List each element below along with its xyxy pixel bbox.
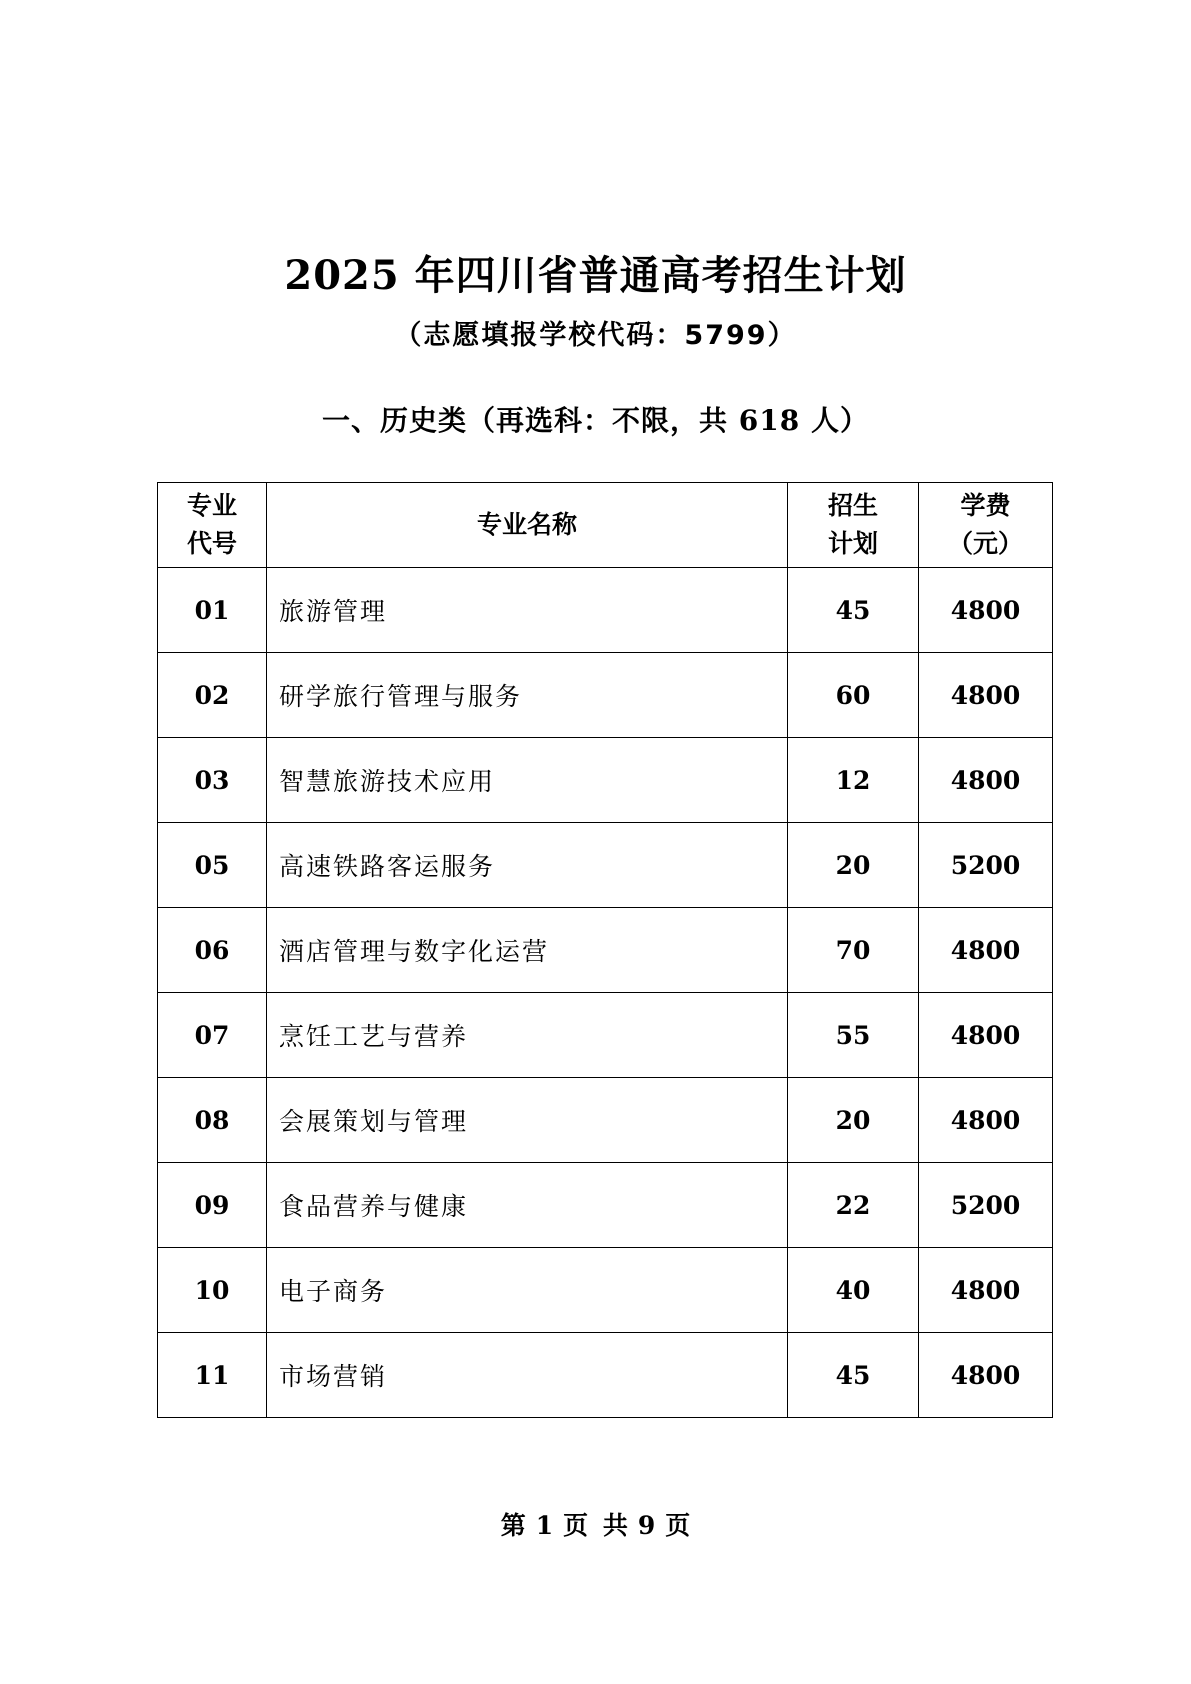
major-code: 09 [158, 1163, 267, 1248]
major-name: 旅游管理 [267, 568, 788, 653]
table-row [158, 1248, 1053, 1333]
total-pages-number: 9 [637, 1511, 656, 1540]
major-code: 02 [158, 653, 267, 738]
major-name: 酒店管理与数字化运营 [267, 908, 788, 993]
tuition-fee: 4800 [919, 908, 1053, 993]
enrollment-plan: 40 [788, 1248, 919, 1333]
major-name: 智慧旅游技术应用 [267, 738, 788, 823]
header-enrollment-plan [788, 483, 919, 568]
tuition-fee: 4800 [919, 1078, 1053, 1163]
tuition-fee: 4800 [919, 653, 1053, 738]
enrollment-plan: 60 [788, 653, 919, 738]
table-row [158, 653, 1053, 738]
tuition-fee: 4800 [919, 1248, 1053, 1333]
page-label-suffix: 页 [665, 1511, 691, 1540]
major-name: 研学旅行管理与服务 [267, 653, 788, 738]
major-code: 03 [158, 738, 267, 823]
enrollment-plan: 20 [788, 1078, 919, 1163]
page-label-mid: 页 共 [563, 1511, 628, 1540]
major-code: 01 [158, 568, 267, 653]
table-row [158, 1333, 1053, 1418]
header-major-code-line2: 代号 [186, 529, 237, 558]
page-title: 2025 年四川省普通高考招生计划 [284, 252, 907, 299]
current-page-number: 1 [535, 1511, 554, 1540]
header-tuition [919, 483, 1053, 568]
major-name: 食品营养与健康 [267, 1163, 788, 1248]
tuition-fee: 4800 [919, 738, 1053, 823]
major-code: 07 [158, 993, 267, 1078]
enrollment-plan: 70 [788, 908, 919, 993]
tuition-fee: 4800 [919, 568, 1053, 653]
major-name: 电子商务 [267, 1248, 788, 1333]
major-name: 会展策划与管理 [267, 1078, 788, 1163]
major-code: 05 [158, 823, 267, 908]
major-name: 高速铁路客运服务 [267, 823, 788, 908]
tuition-fee: 4800 [919, 993, 1053, 1078]
tuition-fee: 4800 [919, 1333, 1053, 1418]
header-enrollment-plan-line1: 招生 [827, 491, 878, 520]
header-tuition-line2: （元） [947, 529, 1023, 558]
header-major-code [158, 483, 267, 568]
header-major-name: 专业名称 [267, 483, 788, 568]
enrollment-plan: 22 [788, 1163, 919, 1248]
table-row [158, 1078, 1053, 1163]
page-label-prefix: 第 [500, 1511, 526, 1540]
tuition-fee: 5200 [919, 1163, 1053, 1248]
tuition-fee: 5200 [919, 823, 1053, 908]
major-code: 11 [158, 1333, 267, 1418]
header-enrollment-plan-line2: 计划 [827, 529, 878, 558]
table-row [158, 1163, 1053, 1248]
enrollment-plan-table [157, 482, 1053, 1418]
enrollment-plan: 55 [788, 993, 919, 1078]
header-tuition-line1: 学费 [960, 491, 1011, 520]
section-title: 一、历史类（再选科：不限，共 618 人） [322, 404, 869, 437]
major-code: 08 [158, 1078, 267, 1163]
enrollment-plan: 45 [788, 568, 919, 653]
enrollment-plan: 20 [788, 823, 919, 908]
major-code: 10 [158, 1248, 267, 1333]
table-row [158, 823, 1053, 908]
header-major-code-line1: 专业 [186, 491, 237, 520]
major-name: 市场营销 [267, 1333, 788, 1418]
major-code: 06 [158, 908, 267, 993]
page-footer [0, 1506, 1191, 1546]
school-code-subtitle: （志愿填报学校代码：5799） [394, 320, 797, 351]
table-row [158, 908, 1053, 993]
table-row [158, 738, 1053, 823]
enrollment-plan: 45 [788, 1333, 919, 1418]
table-row [158, 993, 1053, 1078]
major-name: 烹饪工艺与营养 [267, 993, 788, 1078]
table-row [158, 568, 1053, 653]
table-header-row [158, 483, 1053, 568]
enrollment-plan: 12 [788, 738, 919, 823]
